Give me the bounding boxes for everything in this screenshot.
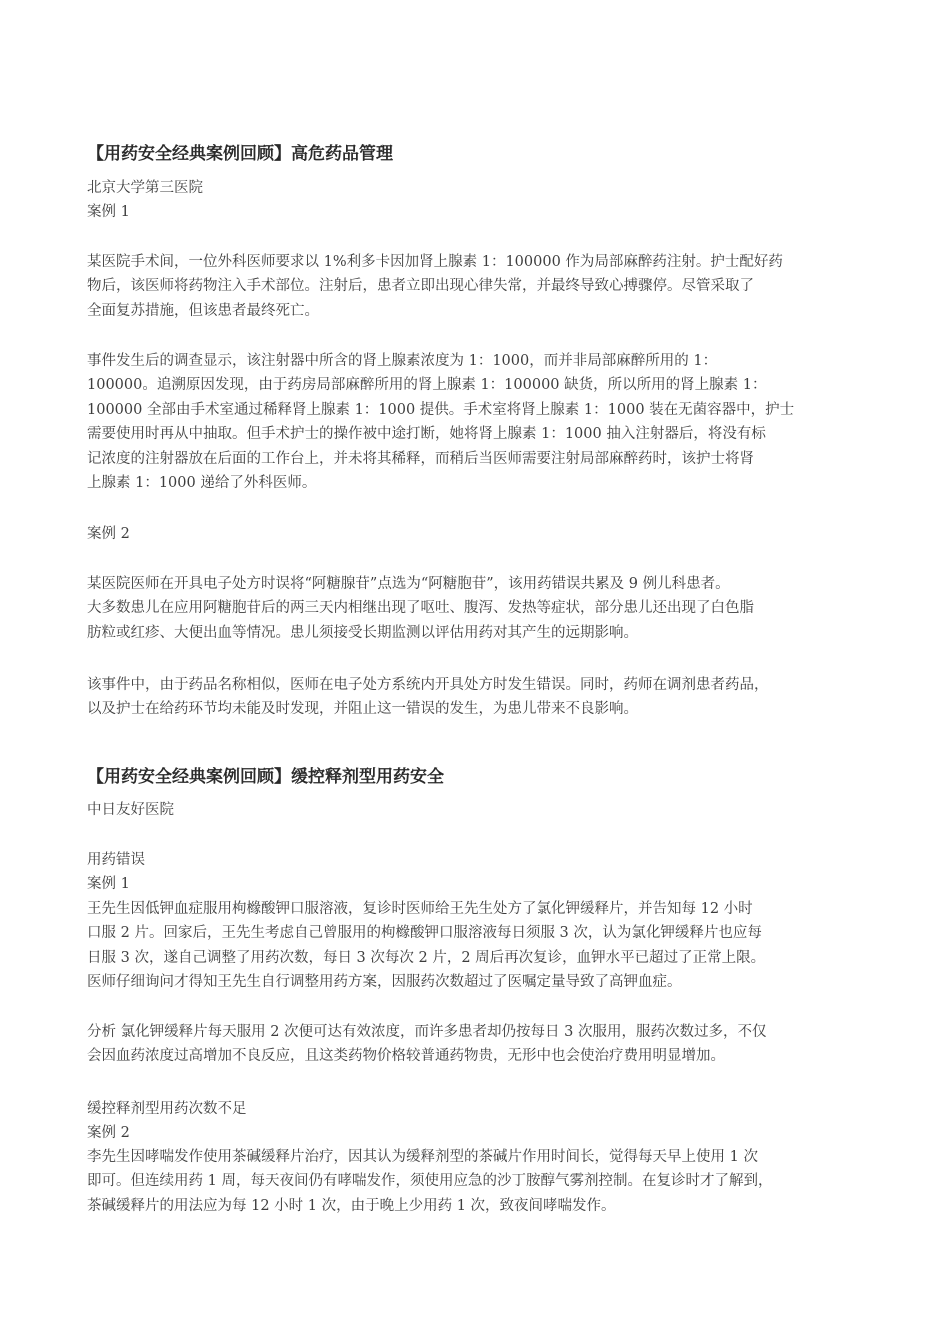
text-line: 肪粒或红疹、大便出血等情况。患儿须接受长期监测以评估用药对其产生的远期影响。	[87, 624, 638, 641]
article2-case1-paragraph	[87, 897, 877, 995]
article2-case1-label: 案例 1	[87, 876, 130, 892]
text-line: 李先生因哮喘发作使用茶碱缓释片治疗，因其认为缓释剂型的茶碱片作用时间长，觉得每天早上使用 1 次	[87, 1149, 758, 1165]
text-line: 口服 2 片。回家后，王先生考虑自己曾服用的枸橼酸钾口服溶液每日须服 3 次，认为氯化钾缓释片也应每	[87, 925, 762, 942]
text-line: 全面复苏措施，但该患者最终死亡。	[87, 302, 319, 319]
text-line: 需要使用时再从中抽取。但手术护士的操作被中途打断，她将肾上腺素 1：1000 抽入注射器后，将没有标	[87, 426, 766, 443]
text-line: 上腺素 1：1000 递给了外科医师。	[87, 475, 317, 492]
article1-case2-label: 案例 2	[87, 526, 130, 542]
article1-hospital: 北京大学第三医院	[87, 180, 203, 196]
article1-title: 【用药安全经典案例回顾】高危药品管理	[87, 144, 393, 164]
text-line: 事件发生后的调查显示，该注射器中所含的肾上腺素浓度为 1：1000，而并非局部麻醉所用的 1：	[87, 353, 718, 369]
text-line: 某医院医师在开具电子处方时误将“阿糖腺苷”点选为“阿糖胞苷”，该用药错误共累及 9 例儿科患者。	[87, 576, 730, 592]
article2-hospital: 中日友好医院	[87, 802, 174, 818]
text-line: 以及护士在给药环节均未能及时发现，并阻止这一错误的发生，为患儿带来不良影响。	[87, 701, 638, 718]
text-line: 即可。但连续用药 1 周，每天夜间仍有哮喘发作，须使用应急的沙丁胺醇气雾剂控制。在复诊时才了解到，	[87, 1173, 773, 1190]
article1-case2-paragraph1	[87, 572, 877, 645]
text-line: 某医院手术间，一位外科医师要求以 1%利多卡因加肾上腺素 1：100000 作为局部麻醉药注射。护士配好药	[87, 254, 783, 270]
article2-title: 【用药安全经典案例回顾】缓控释剂型用药安全	[87, 767, 444, 787]
text-line: 分析 氯化钾缓释片每天服用 2 次便可达有效浓度，而许多患者却仍按每日 3 次服用，服药次数过多，不仅	[87, 1024, 767, 1040]
text-line: 记浓度的注射器放在后面的工作台上，并未将其稀释，而稍后当医师需要注射局部麻醉药时，该护士将肾	[87, 450, 754, 467]
article2-section2-label: 缓控释剂型用药次数不足	[87, 1101, 247, 1117]
article1-case1-paragraph2	[87, 349, 877, 495]
text-line: 会因血药浓度过高增加不良反应，且这类药物价格较普通药物贵，无形中也会使治疗费用明显增加。	[87, 1048, 725, 1065]
article2-case2-label: 案例 2	[87, 1125, 130, 1141]
article2-section1-label: 用药错误	[87, 852, 145, 868]
article1-case1-label: 案例 1	[87, 204, 130, 220]
text-line: 物后，该医师将药物注入手术部位。注射后，患者立即出现心律失常，并最终导致心搏骤停。尽管采取了	[87, 278, 754, 295]
text-line: 茶碱缓释片的用法应为每 12 小时 1 次，由于晚上少用药 1 次，致夜间哮喘发作。	[87, 1197, 616, 1214]
article1-case2-paragraph2	[87, 673, 877, 722]
article2-analysis-paragraph	[87, 1020, 877, 1069]
text-line: 大多数患儿在应用阿糖胞苷后的两三天内相继出现了呕吐、腹泻、发热等症状，部分患儿还出现了白色脂	[87, 600, 754, 617]
text-line: 该事件中，由于药品名称相似，医师在电子处方系统内开具处方时发生错误。同时，药师在调剂患者药品，	[87, 677, 769, 693]
text-line: 100000。追溯原因发现，由于药房局部麻醉所用的肾上腺素 1：100000 缺货，所以所用的肾上腺素 1：	[87, 377, 767, 394]
text-line: 100000 全部由手术室通过稀释肾上腺素 1：1000 提供。手术室将肾上腺素 1：1000 装在无菌容器中，护士	[87, 401, 795, 418]
text-line: 王先生因低钾血症服用枸橼酸钾口服溶液，复诊时医师给王先生处方了氯化钾缓释片，并告知每 12 小时	[87, 901, 753, 917]
article2-case2-paragraph	[87, 1145, 877, 1218]
article1-case1-paragraph1	[87, 250, 877, 323]
text-line: 日服 3 次，遂自己调整了用药次数，每日 3 次每次 2 片，2 周后再次复诊，血钾水平已超过了正常上限。	[87, 949, 766, 966]
text-line: 医师仔细询问才得知王先生自行调整用药方案，因服药次数超过了医嘱定量导致了高钾血症。	[87, 974, 682, 991]
